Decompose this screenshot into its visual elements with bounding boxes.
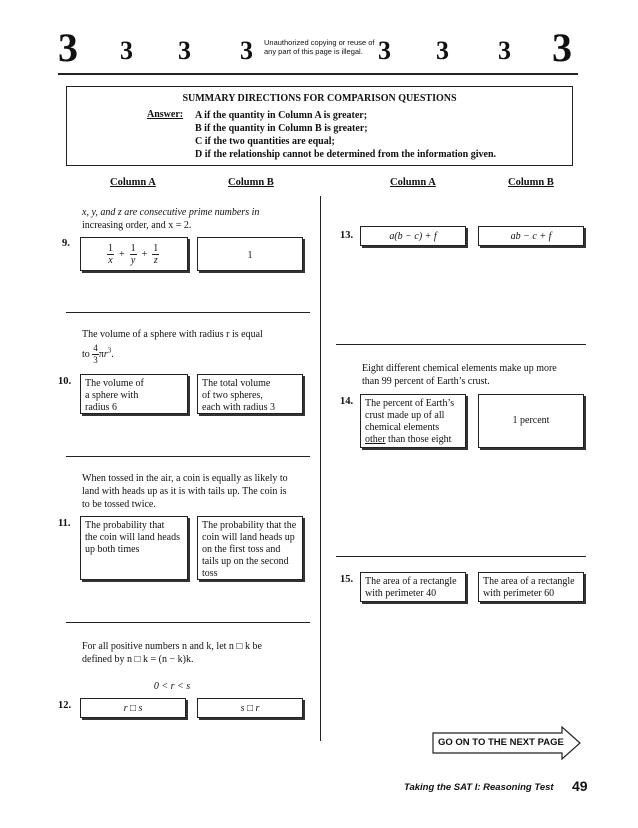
column-divider xyxy=(320,196,321,741)
q14-separator xyxy=(336,556,586,557)
q12-column-b-value: s □ r xyxy=(240,703,260,714)
q14-col-a-line: chemical elements xyxy=(365,422,440,433)
q11-stem-line: When tossed in the air, a coin is equally as likely to xyxy=(82,473,288,484)
q13-column-a-value: a(b − c) + f xyxy=(389,231,437,242)
q11-column-a-text xyxy=(81,517,187,559)
q11-col-a-line: the coin will land heads xyxy=(85,532,180,543)
q12-number: 12. xyxy=(58,700,72,711)
q10-col-b-line: each with radius 3 xyxy=(202,402,276,413)
book-title: Taking the SAT I: Reasoning Test xyxy=(404,782,554,793)
q10-column-b-text xyxy=(198,375,302,417)
q15-column-b-text xyxy=(479,573,583,603)
answer-option-c: C if the two quantities are equal; xyxy=(195,136,335,147)
answer-option-d: D if the relationship cannot be determined from the information given. xyxy=(195,149,497,160)
q9-column-b-box xyxy=(197,237,303,271)
q9-stem-line-2: increasing order, and x = 2. xyxy=(82,220,192,231)
answer-label: Answer: xyxy=(147,109,184,120)
q12-stem-line-1: For all positive numbers n and k, let n □ k be xyxy=(82,641,262,652)
header-rule xyxy=(58,73,578,75)
answer-option-a: A if the quantity in Column A is greater; xyxy=(195,110,368,121)
q14-column-b-box xyxy=(478,394,584,448)
q14-col-a-line xyxy=(365,434,461,446)
go-on-label: GO ON TO THE NEXT PAGE xyxy=(438,737,564,748)
answer-options xyxy=(195,109,496,161)
section-number-large-left: 3 xyxy=(58,25,78,70)
q10-stem-to: to xyxy=(82,348,90,360)
q14-underlined-other: other xyxy=(365,434,386,445)
q11-stem xyxy=(82,472,288,511)
q12-stem xyxy=(82,640,262,666)
q10-col-a-line: radius 6 xyxy=(85,402,117,413)
q13-column-a-box xyxy=(360,226,466,246)
q10-stem-line-1: The volume of a sphere with radius r is equal xyxy=(82,329,263,340)
q12-column-b-box xyxy=(197,698,303,718)
go-on-arrow xyxy=(432,726,582,760)
section-number-large-right: 3 xyxy=(552,25,572,70)
q14-column-b-value: 1 percent xyxy=(512,415,550,426)
q10-col-b-line: of two spheres, xyxy=(202,390,263,401)
page-number: 49 xyxy=(572,778,588,794)
section-number: 3 xyxy=(120,36,133,65)
column-a-heading-left: Column A xyxy=(110,177,156,188)
q9-separator xyxy=(66,312,310,313)
q15-col-b-line: The area of a rectangle xyxy=(483,576,575,587)
q14-stem xyxy=(362,362,557,388)
column-b-heading-right: Column B xyxy=(508,177,554,188)
q12-column-a-box xyxy=(80,698,186,718)
q14-column-a-text xyxy=(361,395,465,449)
q11-column-a-box xyxy=(80,516,188,580)
q10-column-a-text xyxy=(81,375,187,417)
q15-column-b-box xyxy=(478,572,584,602)
q14-stem-line: than 99 percent of Earth’s crust. xyxy=(362,376,490,387)
section-number: 3 xyxy=(178,36,191,65)
q14-col-a-line: The percent of Earth’s xyxy=(365,398,455,409)
q10-stem-formula: to $\frac{4}{3}$ $\pi r^3$. xyxy=(82,343,114,365)
q15-col-a-line: The area of a rectangle xyxy=(365,576,457,587)
q15-col-b-line: with perimeter 60 xyxy=(483,588,555,599)
q11-column-b-box xyxy=(197,516,303,580)
q15-column-a-box xyxy=(360,572,466,602)
q11-col-a-line: The probability that xyxy=(85,520,165,531)
q14-column-a-box xyxy=(360,394,466,448)
q10-col-a-line: a sphere with xyxy=(85,390,139,401)
q10-column-a-box xyxy=(80,374,188,414)
q11-col-b-line: coin will land heads up xyxy=(202,532,295,543)
q9-expression: $\frac{1}{x}$ + $\frac{1}{y}$ + $\frac{1}{z}$ xyxy=(108,243,159,266)
column-b-heading-left: Column B xyxy=(228,177,274,188)
directions-title: SUMMARY DIRECTIONS FOR COMPARISON QUESTIONS xyxy=(182,93,457,104)
copyright-notice: Unauthorized copying or reuse of any part of this page is illegal. xyxy=(264,38,375,56)
q12-column-a-value: r □ s xyxy=(123,703,143,714)
q11-col-a-line: up both times xyxy=(85,544,140,555)
section-number: 3 xyxy=(378,36,391,65)
q9-number: 9. xyxy=(62,238,70,249)
q9-stem-line-1: x, y, and z are consecutive prime numbers in xyxy=(82,207,260,218)
q11-stem-line: land with heads up as it is with tails up. The coin is xyxy=(82,486,287,497)
q13-number: 13. xyxy=(340,230,354,241)
q9-column-a-box xyxy=(80,237,188,271)
q10-column-b-box xyxy=(197,374,303,414)
q14-col-a-line-rest: than those eight xyxy=(385,434,452,445)
q10-col-a-line: The volume of xyxy=(85,378,144,389)
q13-separator xyxy=(336,344,586,345)
q11-col-b-line: tails up on the second xyxy=(202,556,289,567)
q11-col-b-line: toss xyxy=(202,568,218,579)
q15-col-a-line: with perimeter 40 xyxy=(365,588,437,599)
q11-number: 11. xyxy=(58,518,71,529)
q10-separator xyxy=(66,456,310,457)
q10-col-b-line: The total volume xyxy=(202,378,271,389)
column-a-heading-right: Column A xyxy=(390,177,436,188)
q10-number: 10. xyxy=(58,376,72,387)
answer-option-b: B if the quantity in Column B is greater; xyxy=(195,123,368,134)
q9-stem xyxy=(82,206,259,232)
q11-stem-line: to be tossed twice. xyxy=(82,499,156,510)
q11-separator xyxy=(66,622,310,623)
section-number: 3 xyxy=(240,36,253,65)
q9-column-b-value: 1 xyxy=(247,250,253,261)
q11-col-b-line: The probability that the xyxy=(202,520,297,531)
q14-stem-line: Eight different chemical elements make up more xyxy=(362,363,557,374)
q12-condition: 0 < r < s xyxy=(153,681,191,692)
q15-number: 15. xyxy=(340,574,354,585)
q13-column-b-box xyxy=(478,226,584,246)
q14-number: 14. xyxy=(340,396,354,407)
q13-column-b-value: ab − c + f xyxy=(510,231,552,242)
directions-box xyxy=(66,86,573,166)
q12-stem-line-2: defined by n □ k = (n − k)k. xyxy=(82,654,194,665)
section-number: 3 xyxy=(436,36,449,65)
q11-column-b-text xyxy=(198,517,302,583)
q15-column-a-text xyxy=(361,573,465,603)
q14-col-a-line: crust made up of all xyxy=(365,410,445,421)
q11-col-b-line: on the first toss and xyxy=(202,544,281,555)
section-number: 3 xyxy=(498,36,511,65)
